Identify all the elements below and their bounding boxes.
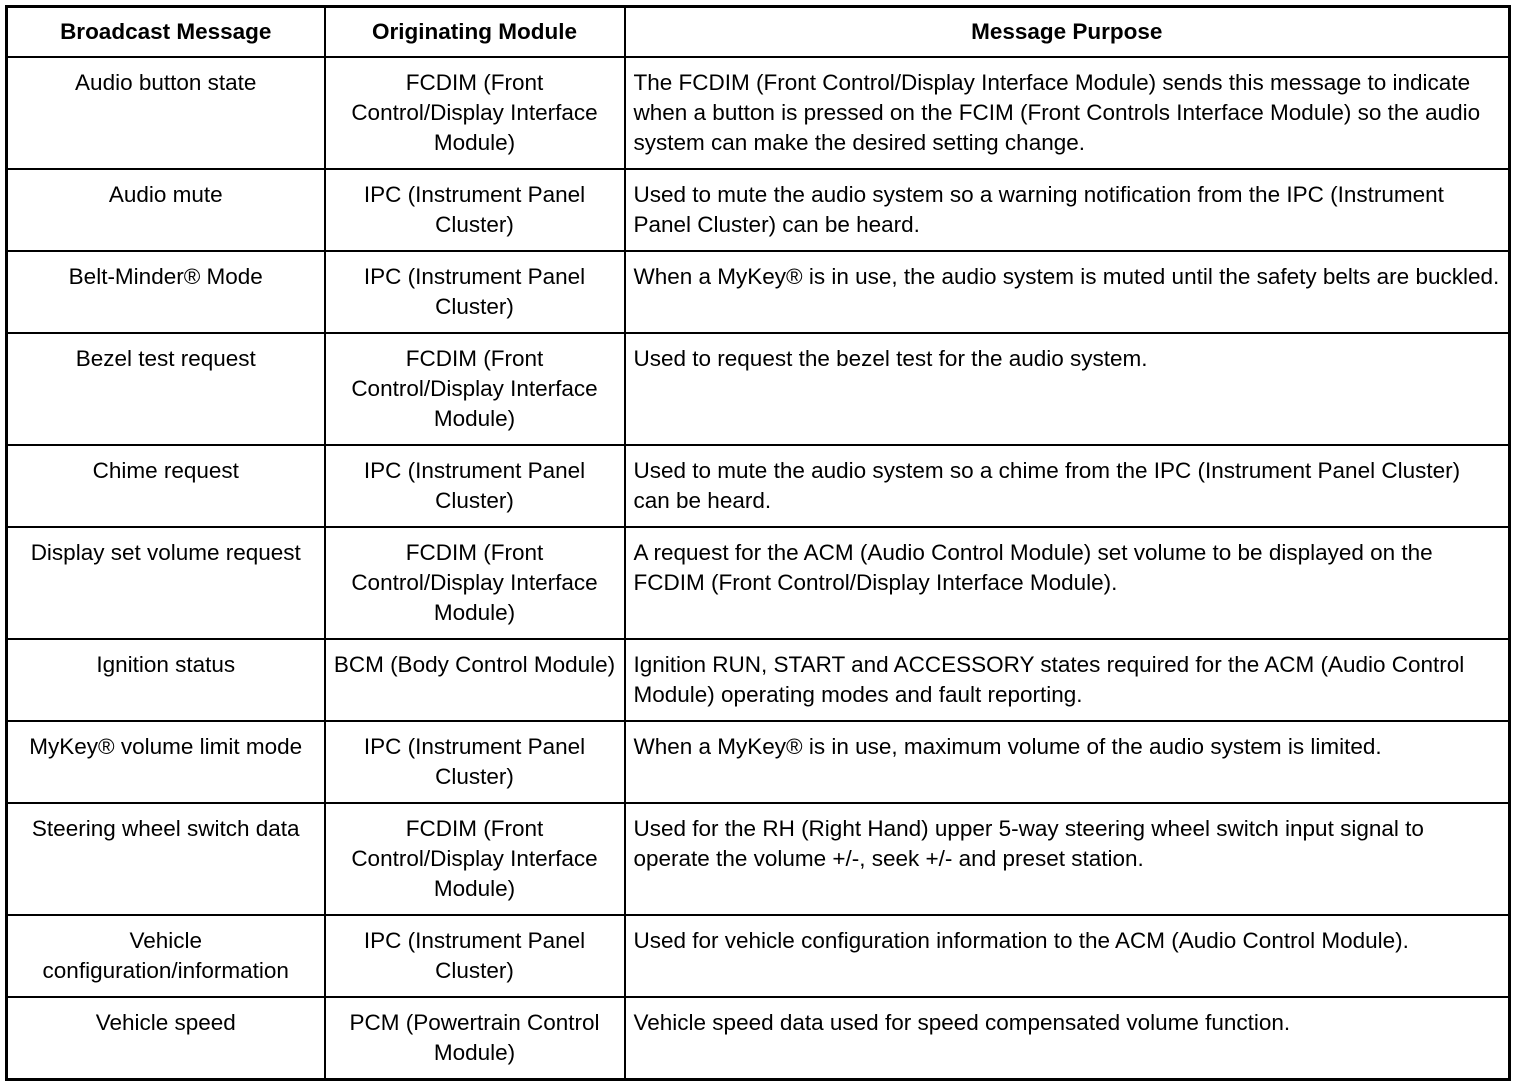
table-header-row [7, 7, 1510, 58]
table-row [7, 169, 1510, 251]
cell-broadcast-message: Display set volume request [7, 527, 325, 639]
table-row [7, 333, 1510, 445]
cell-broadcast-message: Vehicle configuration/information [7, 915, 325, 997]
table-row [7, 527, 1510, 639]
cell-originating-module: BCM (Body Control Module) [325, 639, 625, 721]
cell-broadcast-message: Steering wheel switch data [7, 803, 325, 915]
cell-broadcast-message: Ignition status [7, 639, 325, 721]
cell-originating-module: IPC (Instrument Panel Cluster) [325, 251, 625, 333]
table-row [7, 915, 1510, 997]
cell-broadcast-message: Bezel test request [7, 333, 325, 445]
cell-message-purpose: A request for the ACM (Audio Control Module) set volume to be displayed on the FCDIM (Front Control/Display Interface Module). [625, 527, 1510, 639]
cell-message-purpose: Vehicle speed data used for speed compensated volume function. [625, 997, 1510, 1080]
cell-originating-module: FCDIM (Front Control/Display Interface Module) [325, 333, 625, 445]
header-message-purpose: Message Purpose [625, 7, 1510, 58]
table-row [7, 445, 1510, 527]
cell-message-purpose: Ignition RUN, START and ACCESSORY states required for the ACM (Audio Control Module) operating modes and fault reporting. [625, 639, 1510, 721]
cell-originating-module: FCDIM (Front Control/Display Interface Module) [325, 803, 625, 915]
broadcast-message-table [5, 5, 1511, 1081]
cell-originating-module: FCDIM (Front Control/Display Interface Module) [325, 57, 625, 169]
cell-message-purpose: The FCDIM (Front Control/Display Interface Module) sends this message to indicate when a button is pressed on the FCIM (Front Controls Interface Module) so the audio system can make the desired setting change. [625, 57, 1510, 169]
cell-originating-module: IPC (Instrument Panel Cluster) [325, 169, 625, 251]
table-row [7, 251, 1510, 333]
cell-originating-module: IPC (Instrument Panel Cluster) [325, 721, 625, 803]
cell-broadcast-message: MyKey® volume limit mode [7, 721, 325, 803]
table-row [7, 803, 1510, 915]
header-originating-module: Originating Module [325, 7, 625, 58]
cell-originating-module: PCM (Powertrain Control Module) [325, 997, 625, 1080]
table-row [7, 57, 1510, 169]
cell-broadcast-message: Chime request [7, 445, 325, 527]
cell-broadcast-message: Audio button state [7, 57, 325, 169]
cell-message-purpose: Used to mute the audio system so a chime from the IPC (Instrument Panel Cluster) can be heard. [625, 445, 1510, 527]
cell-broadcast-message: Audio mute [7, 169, 325, 251]
table-row [7, 639, 1510, 721]
header-broadcast-message: Broadcast Message [7, 7, 325, 58]
cell-message-purpose: Used to request the bezel test for the audio system. [625, 333, 1510, 445]
cell-originating-module: IPC (Instrument Panel Cluster) [325, 445, 625, 527]
cell-message-purpose: Used for the RH (Right Hand) upper 5-way steering wheel switch input signal to operate the volume +/-, seek +/- and preset station. [625, 803, 1510, 915]
cell-broadcast-message: Vehicle speed [7, 997, 325, 1080]
cell-message-purpose: When a MyKey® is in use, maximum volume of the audio system is limited. [625, 721, 1510, 803]
cell-message-purpose: Used to mute the audio system so a warning notification from the IPC (Instrument Panel Cluster) can be heard. [625, 169, 1510, 251]
table-row [7, 997, 1510, 1080]
cell-message-purpose: When a MyKey® is in use, the audio system is muted until the safety belts are buckled. [625, 251, 1510, 333]
cell-message-purpose: Used for vehicle configuration information to the ACM (Audio Control Module). [625, 915, 1510, 997]
table-row [7, 721, 1510, 803]
cell-originating-module: IPC (Instrument Panel Cluster) [325, 915, 625, 997]
cell-broadcast-message: Belt-Minder® Mode [7, 251, 325, 333]
cell-originating-module: FCDIM (Front Control/Display Interface Module) [325, 527, 625, 639]
